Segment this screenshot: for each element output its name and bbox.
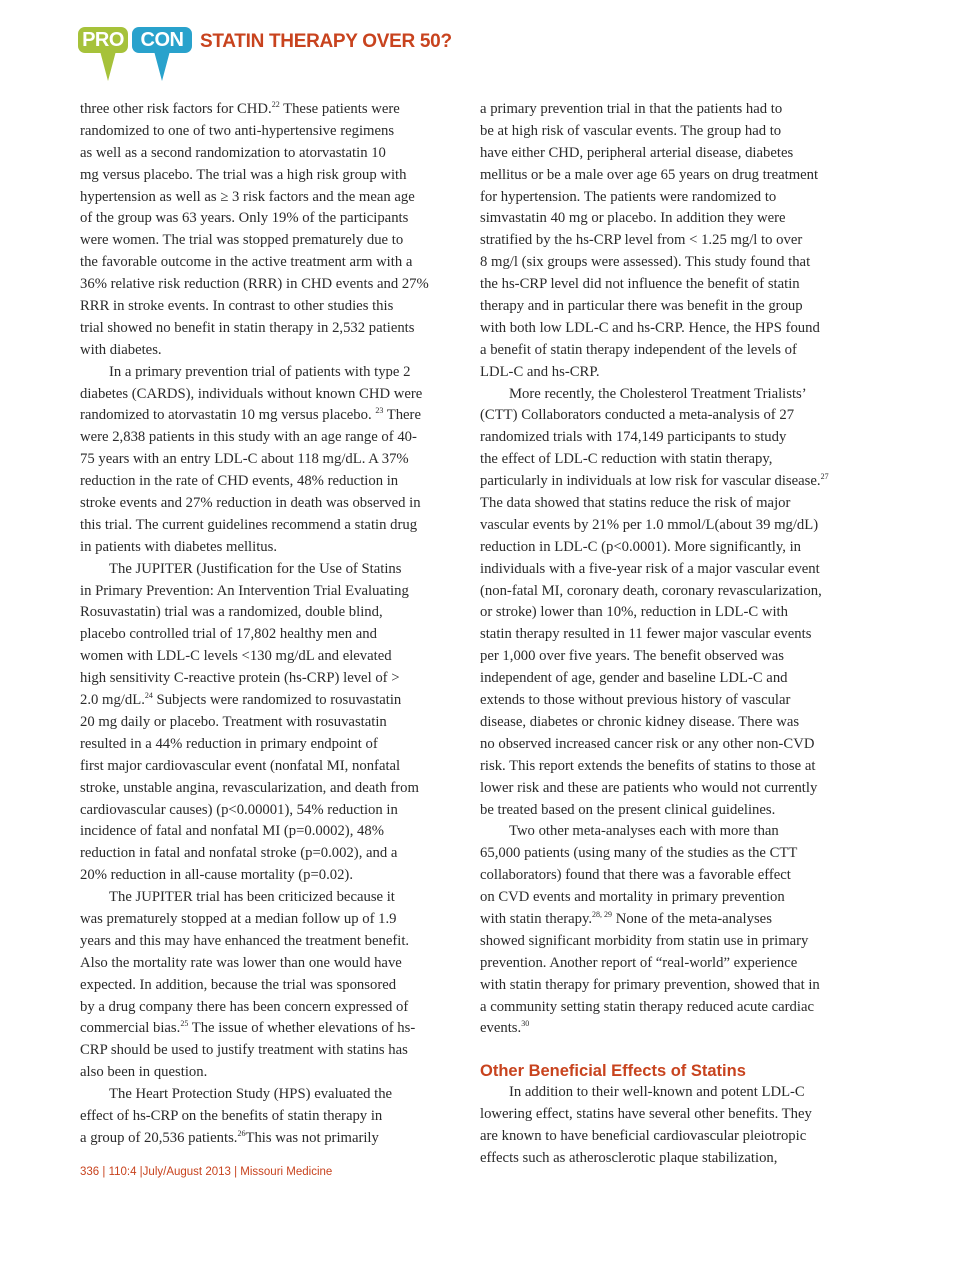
text-line xyxy=(480,821,866,843)
line-text: independent of age, gender and baseline LDL-C and xyxy=(480,670,788,687)
line-text: expected. In addition, because the trial was sponsored xyxy=(80,976,397,993)
line-text: extends to those without previous history of vascular xyxy=(480,692,791,709)
text-line xyxy=(80,296,466,318)
text-line xyxy=(480,559,866,581)
line-text: was prematurely stopped at a median follow up of 1.9 xyxy=(80,910,397,927)
page-header xyxy=(78,25,678,65)
text-line xyxy=(80,405,466,427)
text-line xyxy=(80,274,466,296)
text-line xyxy=(480,646,866,668)
line-text: mg versus placebo. The trial was a high risk group with xyxy=(80,166,407,183)
logo-con-bubble: CON xyxy=(132,27,192,53)
text-line xyxy=(80,1040,466,1062)
line-text: the effect of LDL-C reduction with statin therapy, xyxy=(480,451,773,468)
text-line xyxy=(80,800,466,822)
line-text: women with LDL-C levels <130 mg/dL and elevated xyxy=(80,648,392,665)
line-text: reduction in LDL-C (p<0.0001). More significantly, in xyxy=(480,538,802,555)
procon-logo xyxy=(78,25,196,93)
line-text: were women. The trial was stopped prematurely due to xyxy=(80,232,404,249)
line-text: statin therapy resulted in 11 fewer major vascular events xyxy=(480,626,812,643)
line-text: In a primary prevention trial of patients with type 2 xyxy=(109,363,411,380)
text-line xyxy=(480,471,866,493)
text-line xyxy=(480,427,866,449)
right-text-column xyxy=(480,99,866,1170)
line-text: The data showed that statins reduce the risk of major xyxy=(480,495,791,512)
text-line xyxy=(80,581,466,603)
line-text: CRP should be used to justify treatment with statins has xyxy=(80,1042,408,1059)
line-text: commercial bias. xyxy=(80,1020,181,1037)
line-text: or stroke) lower than 10%, reduction in LDL-C with xyxy=(480,604,788,621)
line-text: years and this may have enhanced the treatment benefit. xyxy=(80,932,410,949)
line-text: More recently, the Cholesterol Treatment Trialists’ xyxy=(509,385,807,402)
text-line xyxy=(480,778,866,800)
text-line xyxy=(480,230,866,252)
line-text: randomized trials with 174,149 participants to study xyxy=(480,429,787,446)
text-line xyxy=(80,318,466,340)
line-text: the hs-CRP level did not influence the benefit of statin xyxy=(480,276,800,293)
text-line xyxy=(80,778,466,800)
line-text: as well as a second randomization to atorvastatin 10 xyxy=(80,144,386,161)
line-text: also been in question. xyxy=(80,1064,208,1081)
line-text: with both low LDL-C and hs-CRP. Hence, the HPS found xyxy=(480,319,820,336)
text-line xyxy=(480,187,866,209)
line-text: Also the mortality rate was lower than one would have xyxy=(80,954,402,971)
text-line xyxy=(80,143,466,165)
pro-speech-tail xyxy=(100,51,116,81)
line-text: trial showed no benefit in statin therapy in 2,532 patients xyxy=(80,319,415,336)
line-text: stroke events and 27% reduction in death was observed in xyxy=(80,495,421,512)
line-text: particularly in individuals at low risk for vascular disease. xyxy=(480,473,821,490)
text-line xyxy=(80,427,466,449)
text-line xyxy=(480,1148,866,1170)
citation-superscript: 28, 29 xyxy=(592,909,613,919)
text-line xyxy=(480,274,866,296)
line-text: reduction in the rate of CHD events, 48% reduction in xyxy=(80,473,399,490)
line-text: risk. This report extends the benefits of statins to those at xyxy=(480,757,816,774)
line-text: for hypertension. The patients were randomized to xyxy=(480,188,777,205)
text-line xyxy=(480,1082,866,1104)
text-line xyxy=(80,865,466,887)
text-line xyxy=(480,318,866,340)
text-line xyxy=(80,997,466,1019)
line-text: stroke, unstable angina, revascularization, and death from xyxy=(80,779,419,796)
line-text: individuals with a five-year risk of a major vascular event xyxy=(480,560,820,577)
line-text: the favorable outcome in the active treatment arm with a xyxy=(80,254,413,271)
line-text: 20 mg daily or placebo. Treatment with rosuvastatin xyxy=(80,713,387,730)
line-text: lowering effect, statins have several other benefits. They xyxy=(480,1106,812,1123)
line-text: be at high risk of vascular events. The group had to xyxy=(480,122,782,139)
line-text: in Primary Prevention: An Intervention Trial Evaluating xyxy=(80,582,409,599)
line-text: this trial. The current guidelines recommend a statin drug xyxy=(80,516,418,533)
text-line xyxy=(80,1018,466,1040)
line-text: be treated based on the present clinical guidelines. xyxy=(480,801,776,818)
text-line xyxy=(480,668,866,690)
line-text-continued: Subjects were randomized to rosuvastatin xyxy=(152,692,402,709)
text-line xyxy=(480,1126,866,1148)
text-line xyxy=(480,165,866,187)
line-text: reduction in fatal and nonfatal stroke (p=0.002), and a xyxy=(80,845,398,862)
text-line xyxy=(480,690,866,712)
text-line xyxy=(80,559,466,581)
con-speech-tail xyxy=(154,51,170,81)
logo-pro-bubble: PRO xyxy=(78,27,128,53)
line-text: randomized to one of two anti-hypertensive regimens xyxy=(80,122,395,139)
text-line xyxy=(80,1106,466,1128)
line-text: (CTT) Collaborators conducted a meta-analysis of 27 xyxy=(480,407,795,424)
line-text: are known to have beneficial cardiovascular pleiotropic xyxy=(480,1128,807,1145)
line-text: 2.0 mg/dL. xyxy=(80,692,145,709)
text-line xyxy=(80,99,466,121)
left-text-column xyxy=(80,99,466,1150)
citation-superscript: 22 xyxy=(271,100,280,109)
text-line xyxy=(480,208,866,230)
line-text: therapy and in particular there was benefit in the group xyxy=(480,298,803,315)
text-line xyxy=(80,121,466,143)
line-text: stratified by the hs-CRP level from < 1.25 mg/l to over xyxy=(480,232,803,249)
text-line xyxy=(80,756,466,778)
text-line xyxy=(480,252,866,274)
text-line xyxy=(80,515,466,537)
text-line xyxy=(80,362,466,384)
line-text: 75 years with an entry LDL-C about 118 mg/dL. A 37% xyxy=(80,451,409,468)
text-line xyxy=(80,734,466,756)
line-text: events. xyxy=(480,1020,522,1037)
line-text: a primary prevention trial in that the patients had to xyxy=(480,101,783,117)
text-line xyxy=(480,624,866,646)
text-line xyxy=(480,887,866,909)
citation-superscript: 27 xyxy=(820,472,829,482)
line-text: effects such as atherosclerotic plaque stabilization, xyxy=(480,1149,778,1166)
text-line xyxy=(480,1104,866,1126)
line-text-continued: The issue of whether elevations of hs- xyxy=(188,1020,416,1037)
text-line xyxy=(80,931,466,953)
text-line xyxy=(80,1062,466,1084)
page-footer: 336 | 110:4 |July/August 2013 | Missouri Medicine xyxy=(80,1166,333,1178)
text-line xyxy=(480,143,866,165)
line-text: LDL-C and hs-CRP. xyxy=(480,363,600,380)
text-line xyxy=(480,493,866,515)
text-line xyxy=(80,537,466,559)
text-line xyxy=(480,1018,866,1040)
line-text: disease, diabetes or chronic kidney disease. There was xyxy=(480,713,800,730)
text-line xyxy=(80,493,466,515)
line-text: a benefit of statin therapy independent of the levels of xyxy=(480,341,797,358)
line-text-continued: These patients were xyxy=(279,101,400,117)
text-line xyxy=(80,821,466,843)
line-text: incidence of fatal and nonfatal MI (p=0.0002), 48% xyxy=(80,823,384,840)
text-line xyxy=(480,712,866,734)
line-text: a community setting statin therapy reduced acute cardiac xyxy=(480,998,815,1015)
line-text: cardiovascular causes) (p<0.00001), 54% reduction in xyxy=(80,801,398,818)
text-line xyxy=(80,252,466,274)
text-line xyxy=(480,953,866,975)
text-line xyxy=(480,843,866,865)
line-text: with diabetes. xyxy=(80,341,162,358)
text-line xyxy=(80,887,466,909)
line-text: mellitus or be a male over age 65 years on drug treatment xyxy=(480,166,819,183)
line-text: a group of 20,536 patients. xyxy=(80,1129,238,1146)
line-text-continued: None of the meta-analyses xyxy=(612,910,772,927)
line-text: three other risk factors for CHD. xyxy=(80,101,272,117)
text-line xyxy=(480,800,866,822)
line-text: vascular events by 21% per 1.0 mmol/L(about 39 mg/dL) xyxy=(480,516,819,533)
text-line xyxy=(80,1084,466,1106)
line-text: Two other meta-analyses each with more than xyxy=(509,823,779,840)
line-text: RRR in stroke events. In contrast to other studies this xyxy=(80,298,394,315)
line-text: randomized to atorvastatin 10 mg versus placebo. xyxy=(80,407,376,424)
text-line xyxy=(80,1128,466,1150)
line-text: placebo controlled trial of 17,802 healthy men and xyxy=(80,626,377,643)
line-text: (non-fatal MI, coronary death, coronary revascularization, xyxy=(480,582,822,599)
line-text: showed significant morbidity from statin use in primary xyxy=(480,932,809,949)
text-line xyxy=(80,975,466,997)
text-line xyxy=(80,690,466,712)
text-line xyxy=(80,646,466,668)
text-line xyxy=(80,384,466,406)
citation-superscript: 25 xyxy=(180,1019,189,1029)
line-text: Rosuvastatin) trial was a randomized, double blind, xyxy=(80,604,383,621)
text-line xyxy=(80,602,466,624)
text-line xyxy=(80,208,466,230)
line-text: first major cardiovascular event (nonfatal MI, nonfatal xyxy=(80,757,401,774)
text-line xyxy=(80,187,466,209)
text-line xyxy=(480,602,866,624)
text-line xyxy=(480,756,866,778)
text-line xyxy=(480,296,866,318)
line-text: with statin therapy for primary prevention, showed that in xyxy=(480,976,820,993)
citation-superscript: 24 xyxy=(144,691,153,701)
right-column-body xyxy=(480,99,866,1040)
line-text: The JUPITER (Justification for the Use of Statins xyxy=(109,560,402,577)
line-text: 20% reduction in all-cause mortality (p=0.02). xyxy=(80,867,353,884)
line-text: high sensitivity C-reactive protein (hs-CRP) level of > xyxy=(80,670,400,687)
text-line xyxy=(80,165,466,187)
section-title: STATIN THERAPY OVER 50? xyxy=(200,31,452,52)
text-line xyxy=(480,362,866,384)
right-column-continuation xyxy=(480,1082,866,1170)
text-line xyxy=(80,340,466,362)
text-line xyxy=(80,953,466,975)
text-line xyxy=(80,471,466,493)
text-line xyxy=(480,931,866,953)
line-text: 65,000 patients (using many of the studies as the CTT xyxy=(480,845,798,862)
line-text: of the group was 63 years. Only 19% of the participants xyxy=(80,210,409,227)
line-text: collaborators) found that there was a favorable effect xyxy=(480,867,791,884)
line-text: The Heart Protection Study (HPS) evaluated the xyxy=(109,1086,393,1103)
line-text: with statin therapy. xyxy=(480,910,593,927)
line-text-continued: There xyxy=(383,407,421,424)
line-text: The JUPITER trial has been criticized because it xyxy=(109,889,395,906)
line-text: by a drug company there has been concern expressed of xyxy=(80,998,409,1015)
line-text: were 2,838 patients in this study with an age range of 40- xyxy=(80,429,417,446)
citation-superscript: 26 xyxy=(237,1128,246,1138)
text-line xyxy=(80,668,466,690)
line-text: prevention. Another report of “real-world” experience xyxy=(480,954,798,971)
citation-superscript: 23 xyxy=(375,406,384,416)
line-text: diabetes (CARDS), individuals without known CHD were xyxy=(80,385,423,402)
line-text: effect of hs-CRP on the benefits of statin therapy in xyxy=(80,1107,383,1124)
text-line xyxy=(80,712,466,734)
line-text: have either CHD, peripheral arterial disease, diabetes xyxy=(480,144,794,161)
text-line xyxy=(480,340,866,362)
text-line xyxy=(80,843,466,865)
line-text: 8 mg/l (six groups were assessed). This study found that xyxy=(480,254,811,271)
text-line xyxy=(480,537,866,559)
line-text: on CVD events and mortality in primary prevention xyxy=(480,889,785,906)
text-line xyxy=(480,384,866,406)
line-text: hypertension as well as ≥ 3 risk factors and the mean age xyxy=(80,188,415,205)
text-line xyxy=(80,624,466,646)
text-line xyxy=(480,581,866,603)
line-text: 36% relative risk reduction (RRR) in CHD events and 27% xyxy=(80,276,429,293)
text-line xyxy=(480,405,866,427)
line-text: no observed increased cancer risk or any other non-CVD xyxy=(480,735,815,752)
text-line xyxy=(480,997,866,1019)
line-text: lower risk and these are patients who would not currently xyxy=(480,779,818,796)
line-text-continued: This was not primarily xyxy=(245,1129,379,1146)
text-line xyxy=(80,230,466,252)
text-line xyxy=(480,975,866,997)
section-heading: Other Beneficial Effects of Statins xyxy=(480,1062,746,1081)
text-line xyxy=(480,909,866,931)
text-line xyxy=(80,909,466,931)
text-line xyxy=(480,449,866,471)
text-line xyxy=(480,121,866,143)
text-line xyxy=(480,734,866,756)
text-line xyxy=(480,515,866,537)
text-line xyxy=(80,449,466,471)
citation-superscript: 30 xyxy=(521,1019,530,1029)
line-text: In addition to their well-known and potent LDL-C xyxy=(509,1084,805,1101)
line-text: per 1,000 over five years. The benefit observed was xyxy=(480,648,784,665)
text-line xyxy=(480,865,866,887)
line-text: simvastatin 40 mg or placebo. In addition they were xyxy=(480,210,786,227)
text-line xyxy=(480,99,866,121)
line-text: in patients with diabetes mellitus. xyxy=(80,538,278,555)
line-text: resulted in a 44% reduction in primary endpoint of xyxy=(80,735,378,752)
